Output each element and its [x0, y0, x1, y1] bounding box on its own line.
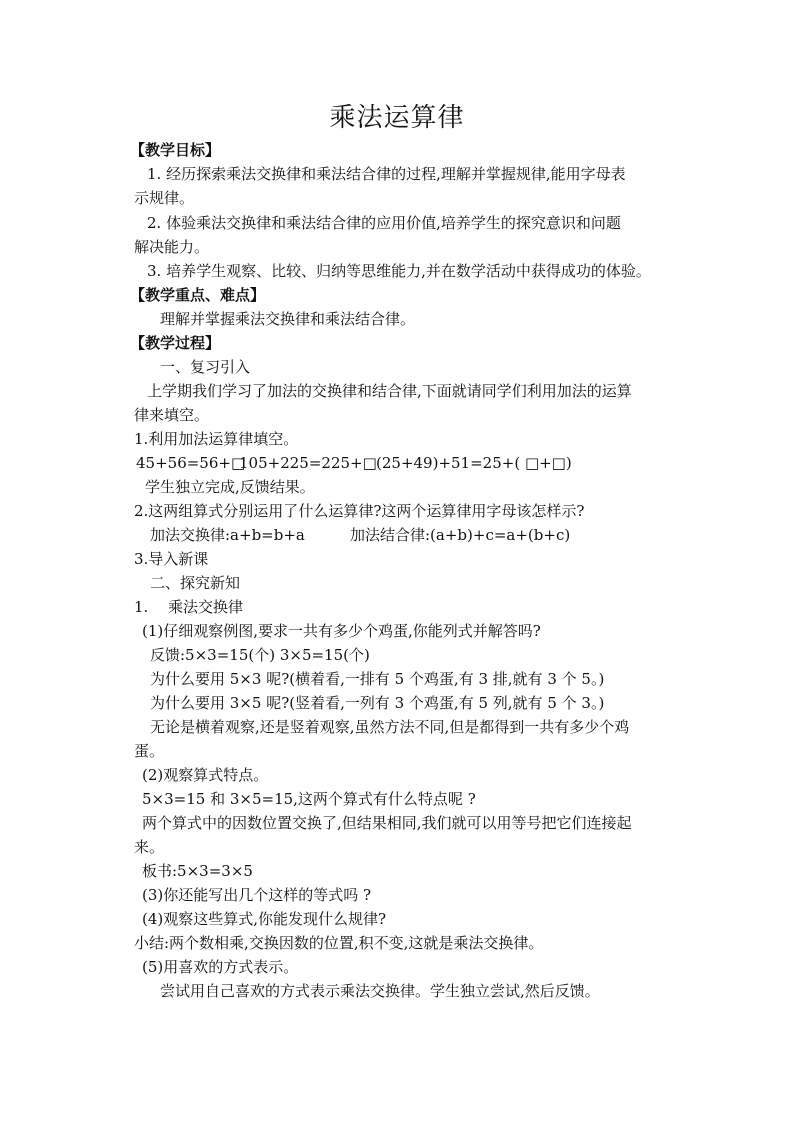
question-2-equation: 5×3=15 和 3×5=15,这两个算式有什么特点呢 ? [142, 790, 476, 808]
question-2-answer-line-2: 来。 [134, 838, 165, 856]
part-1-title: 一、复习引入 [160, 358, 251, 376]
conclusion: 小结:两个数相乘,交换因数的位置,积不变,这就是乘法交换律。 [134, 934, 544, 952]
question-4: (4)观察这些算式,你能发现什么规律? [142, 910, 387, 928]
process-heading: 【教学过程】 [130, 334, 221, 352]
objectives-heading: 【教学目标】 [130, 141, 221, 159]
key-points-text: 理解并掌握乘法交换律和乘法结合律。 [160, 310, 416, 328]
page-title: 乘法运算律 [329, 103, 465, 133]
question-1-summary-line-1: 无论是横着观察,还是竖着观察,虽然方法不同,但是都得到一共有多少个鸡 [150, 718, 630, 736]
key-points-heading: 【教学重点、难点】 [130, 286, 266, 304]
question-1-why-2: 为什么要用 3×5 呢?(竖着看,一列有 3 个鸡蛋,有 5 列,就有 5 个 3。) [150, 694, 605, 712]
objective-2-line-1: 2. 体验乘法交换律和乘法结合律的应用价值,培养学生的探究意识和问题 [147, 214, 621, 232]
question-1-summary-line-2: 蛋。 [134, 742, 165, 760]
question-1-answer: 反馈:5×3=15(个) 3×5=15(个) [150, 646, 370, 664]
objective-1-line-1: 1. 经历探索乘法交换律和乘法结合律的过程,理解并掌握规律,能用字母表 [147, 165, 626, 183]
step-1: 1.利用加法运算律填空。 [134, 430, 299, 448]
part-2-title: 二、探究新知 [150, 574, 241, 592]
question-2: (2)观察算式特点。 [142, 766, 269, 784]
question-3: (3)你还能写出几个这样的等式吗 ? [142, 886, 372, 904]
section-1-title: 乘法交换律 [168, 598, 244, 616]
question-5-text: 尝试用自己喜欢的方式表示乘法交换律。学生独立尝试,然后反馈。 [160, 982, 600, 1000]
question-1-why-1: 为什么要用 5×3 呢?(横着看,一排有 5 个鸡蛋,有 3 排,就有 3 个 5。) [150, 670, 605, 688]
feedback-text: 学生独立完成,反馈结果。 [145, 478, 315, 496]
addition-associative: 加法结合律:(a+b)+c=a+(b+c) [350, 526, 571, 544]
intro-line-1: 上学期我们学习了加法的交换律和结合律,下面就请同学们利用加法的运算 [147, 382, 632, 400]
fill-equation-2: 105+225=225+□ [239, 454, 377, 472]
addition-commutative: 加法交换律:a+b=b+a [150, 526, 305, 544]
step-3: 3.导入新课 [134, 550, 209, 568]
intro-line-2: 律来填空。 [134, 406, 210, 424]
objective-3: 3. 培养学生观察、比较、归纳等思维能力,并在数学活动中获得成功的体验。 [147, 262, 651, 280]
question-1: (1)仔细观察例图,要求一共有多少个鸡蛋,你能列式并解答吗? [142, 622, 541, 640]
question-2-answer-line-1: 两个算式中的因数位置交换了,但结果相同,我们就可以用等号把它们连接起 [142, 814, 632, 832]
objective-2-line-2: 解决能力。 [134, 238, 210, 256]
objective-1-line-2: 示规律。 [134, 189, 195, 207]
section-1-number: 1. [134, 598, 149, 616]
step-2: 2.这两组算式分别运用了什么运算律?这两个运算律用字母该怎样示? [134, 502, 585, 520]
board-writing: 板书:5×3=3×5 [142, 862, 253, 880]
fill-equation-1: 45+56=56+□ [136, 454, 246, 472]
fill-equation-3: (25+49)+51=25+( □+□) [376, 454, 572, 472]
question-5: (5)用喜欢的方式表示。 [142, 958, 299, 976]
